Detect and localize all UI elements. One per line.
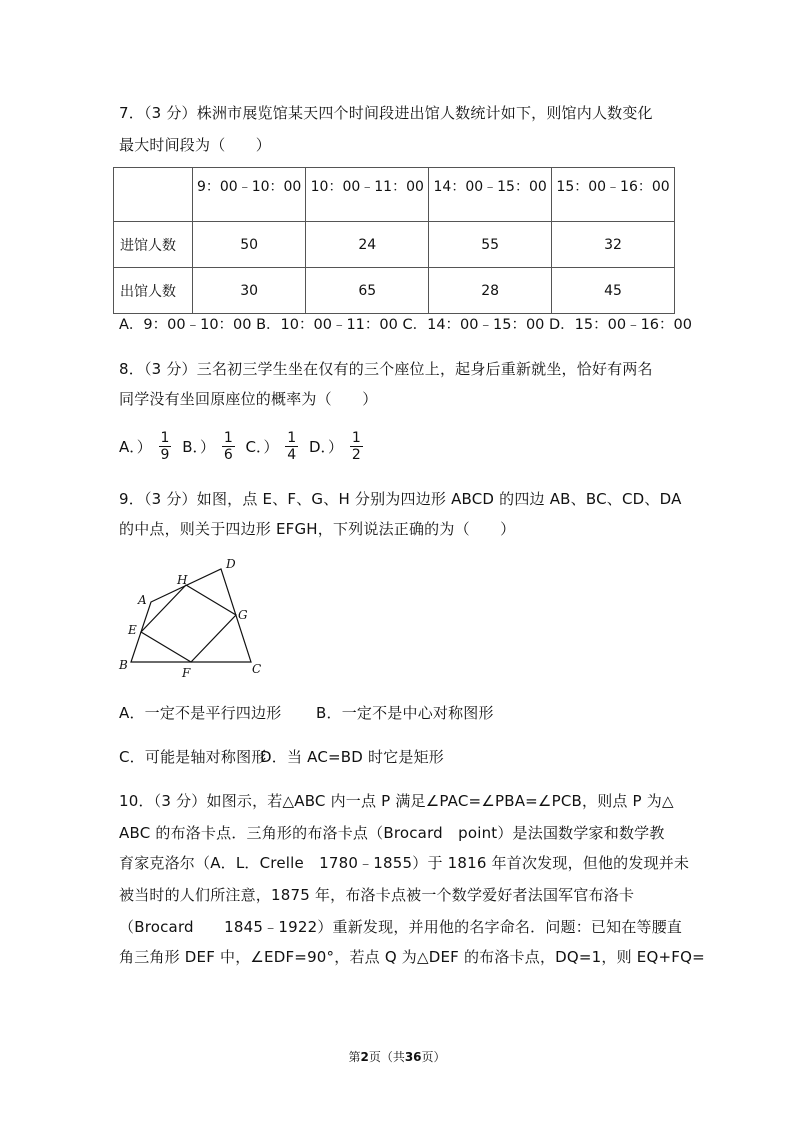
fraction-denominator: 6 [223,447,233,464]
quadrilateral-figure [110,552,270,682]
q8-stem-line2: 同学没有坐回原座位的概率为（ ） [119,390,378,408]
table-header-cell: 14：00﹣15：00 [429,168,552,222]
vertex-label-b: B [119,658,128,672]
table-header-cell: 10：00﹣11：00 [306,168,429,222]
table-cell: 24 [306,222,429,268]
quadrilateral-abcd [131,569,251,662]
table-row [114,268,675,314]
table-corner-cell [114,168,193,222]
q7-stem-line2: 最大时间段为（ ） [119,136,272,154]
q7-options: A．9：00﹣10：00 B．10：00﹣11：00 C．14：00﹣15：00 D．15：00﹣16：00 [119,317,692,333]
vertex-label-g: G [238,608,248,622]
table-row [114,222,675,268]
vertex-label-d: D [226,557,236,571]
vertex-label-f: F [182,666,191,680]
footer-middle: 页（共 [368,1050,405,1064]
table-cell: 32 [552,222,675,268]
table-header-cell: 9：00﹣10：00 [193,168,306,222]
table-cell: 45 [552,268,675,314]
fraction-denominator: 2 [351,447,361,464]
footer-suffix: 页） [421,1050,446,1064]
q10-stem-line5: （Brocard 1845﹣1922）重新发现，并用他的名字命名．问题：已知在等腰直 [119,918,683,936]
q9-option-b: B．一定不是中心对称图形 [316,704,494,722]
q8-option-a-label: A．） [119,438,152,457]
fraction-numerator: 1 [160,430,170,446]
fraction-numerator: 1 [287,430,297,446]
vertex-label-e: E [128,623,137,637]
vertex-label-c: C [252,662,262,676]
vertex-label-h: H [177,573,188,587]
q8-option-d-label: D．） [309,438,344,457]
q8-options [119,430,369,463]
q9-option-a: A．一定不是平行四边形 [119,704,282,722]
q9-option-c: C．可能是轴对称图形 [119,748,267,766]
fraction-denominator: 4 [287,447,297,464]
visitor-table [113,167,675,314]
fraction-numerator: 1 [223,430,233,446]
q8-option-b-fraction [222,430,235,463]
q8-option-c-fraction [285,430,298,463]
footer-total-pages: 36 [404,1050,422,1064]
table-cell: 50 [193,222,306,268]
q9-stem-line1: 9．（3 分）如图，点 E、F、G、H 分别为四边形 ABCD 的四边 AB、BC、CD、DA [119,490,682,508]
q8-option-b-label: B．） [182,438,216,457]
table-cell: 30 [193,268,306,314]
fraction-numerator: 1 [351,430,361,446]
vertex-label-a: A [138,593,147,607]
q8-option-c-label: C．） [245,438,279,457]
table-cell: 65 [306,268,429,314]
table-row-label: 进馆人数 [114,222,193,268]
q10-stem-line1: 10．（3 分）如图示，若△ABC 内一点 P 满足∠PAC=∠PBA=∠PCB，则点 P 为△ [119,792,674,810]
q8-stem-line1: 8．（3 分）三名初三学生坐在仅有的三个座位上，起身后重新就坐，恰好有两名 [119,360,653,378]
table-header-cell: 15：00﹣16：00 [552,168,675,222]
q10-stem-line4: 被当时的人们所注意，1875 年，布洛卡点被一个数学爱好者法国军官布洛卡 [119,886,635,904]
q10-stem-line2: ABC 的布洛卡点．三角形的布洛卡点（Brocard point）是法国数学家和数学教 [119,824,665,842]
q8-option-d-fraction [350,430,363,463]
quadrilateral-efgh [141,585,236,662]
q7-stem-line1: 7．（3 分）株洲市展览馆某天四个时间段进出馆人数统计如下，则馆内人数变化 [119,104,653,122]
table-cell: 28 [429,268,552,314]
q8-option-a-fraction [159,430,172,463]
table-row-label: 出馆人数 [114,268,193,314]
table-header-row [114,168,675,222]
page-footer [0,1048,794,1065]
q9-option-d: D．当 AC=BD 时它是矩形 [260,748,444,766]
table-cell: 55 [429,222,552,268]
fraction-denominator: 9 [160,447,170,464]
q10-stem-line3: 育家克洛尔（A．L．Crelle 1780﹣1855）于 1816 年首次发现，但他的发现并未 [119,854,690,872]
q9-stem-line2: 的中点，则关于四边形 EFGH，下列说法正确的为（ ） [119,520,516,538]
footer-prefix: 第 [348,1050,361,1064]
q10-stem-line6: 角三角形 DEF 中，∠EDF=90°，若点 Q 为△DEF 的布洛卡点，DQ=1，则 EQ+FQ= [119,948,705,966]
footer-page-number: 2 [360,1050,369,1064]
